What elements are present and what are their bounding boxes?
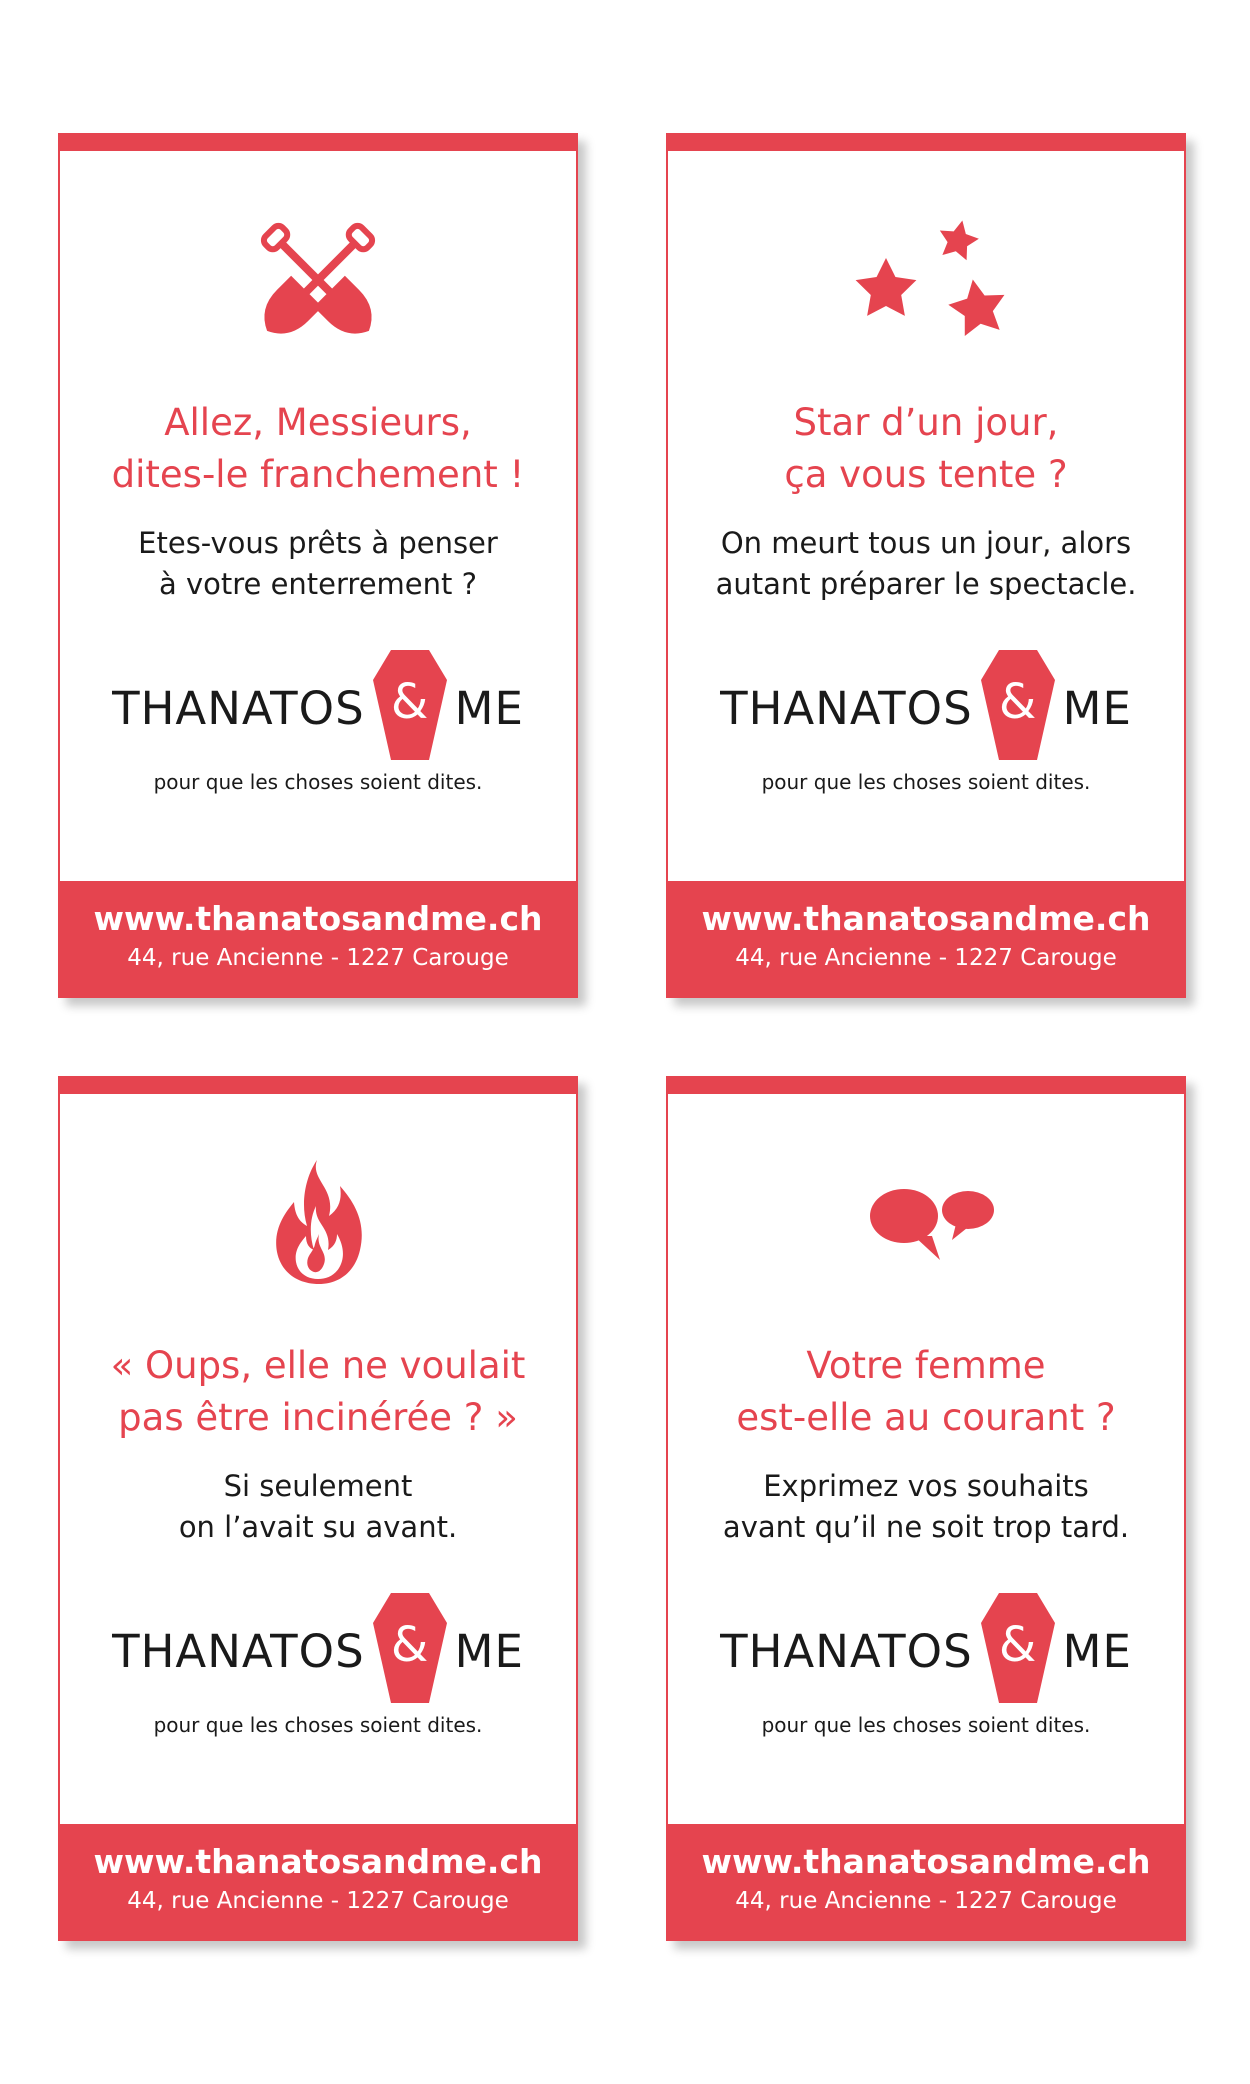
card-top-bar (666, 1076, 1186, 1094)
logo-ampersand: & (390, 1617, 429, 1673)
flame-icon (218, 1158, 418, 1288)
card-footer (58, 1824, 578, 1941)
logo-ampersand: & (998, 1617, 1037, 1673)
logo-ampersand: & (998, 674, 1037, 730)
logo-word-left: THANATOS (720, 682, 973, 735)
thanatos-logo (60, 650, 576, 750)
crossed-shovels-icon (218, 215, 418, 345)
card-body-text: On meurt tous un jour, alors autant préparer le spectacle. (715, 526, 1137, 601)
card-headline: Allez, Messieurs, dites-le franchement ! (111, 401, 525, 496)
coffin-amp-icon (981, 1593, 1055, 1703)
card-body-text: Si seulement on l’avait su avant. (178, 1469, 458, 1544)
ad-card-speech (666, 1076, 1186, 1941)
logo-word-right: ME (1062, 1625, 1132, 1678)
address: 44, rue Ancienne - 1227 Carouge (735, 945, 1117, 971)
card-top-bar (666, 133, 1186, 151)
thanatos-logo (668, 650, 1184, 750)
address: 44, rue Ancienne - 1227 Carouge (735, 1888, 1117, 1914)
card-headline: Star d’un jour, ça vous tente ? (784, 401, 1068, 496)
logo-word-left: THANATOS (720, 1625, 973, 1678)
coffin-amp-icon (373, 1593, 447, 1703)
card-top-bar (58, 133, 578, 151)
card-headline: « Oups, elle ne voulait pas être incinérée ? » (110, 1344, 526, 1439)
website-url: www.thanatosandme.ch (701, 899, 1151, 938)
coffin-amp-icon (981, 650, 1055, 760)
website-url: www.thanatosandme.ch (701, 1842, 1151, 1881)
tagline: pour que les choses soient dites. (153, 770, 483, 794)
speech-bubbles-icon (826, 1158, 1026, 1288)
thanatos-logo (60, 1593, 576, 1693)
tagline: pour que les choses soient dites. (761, 770, 1091, 794)
stars-icon (826, 215, 1026, 345)
logo-word-right: ME (1062, 682, 1132, 735)
address: 44, rue Ancienne - 1227 Carouge (127, 945, 509, 971)
thanatos-logo (668, 1593, 1184, 1693)
address: 44, rue Ancienne - 1227 Carouge (127, 1888, 509, 1914)
card-headline: Votre femme est-elle au courant ? (736, 1344, 1116, 1439)
coffin-amp-icon (373, 650, 447, 760)
card-footer (58, 881, 578, 998)
card-body-text: Exprimez vos souhaits avant qu’il ne soit trop tard. (722, 1469, 1130, 1544)
website-url: www.thanatosandme.ch (93, 899, 543, 938)
logo-word-right: ME (454, 682, 524, 735)
logo-word-left: THANATOS (112, 1625, 365, 1678)
tagline: pour que les choses soient dites. (761, 1713, 1091, 1737)
card-body-text: Etes-vous prêts à penser à votre enterrement ? (138, 526, 498, 601)
ad-card-flame (58, 1076, 578, 1941)
tagline: pour que les choses soient dites. (153, 1713, 483, 1737)
logo-ampersand: & (390, 674, 429, 730)
card-footer (666, 881, 1186, 998)
logo-word-left: THANATOS (112, 682, 365, 735)
card-top-bar (58, 1076, 578, 1094)
website-url: www.thanatosandme.ch (93, 1842, 543, 1881)
logo-word-right: ME (454, 1625, 524, 1678)
ad-card-shovels (58, 133, 578, 998)
ad-card-stars (666, 133, 1186, 998)
card-footer (666, 1824, 1186, 1941)
